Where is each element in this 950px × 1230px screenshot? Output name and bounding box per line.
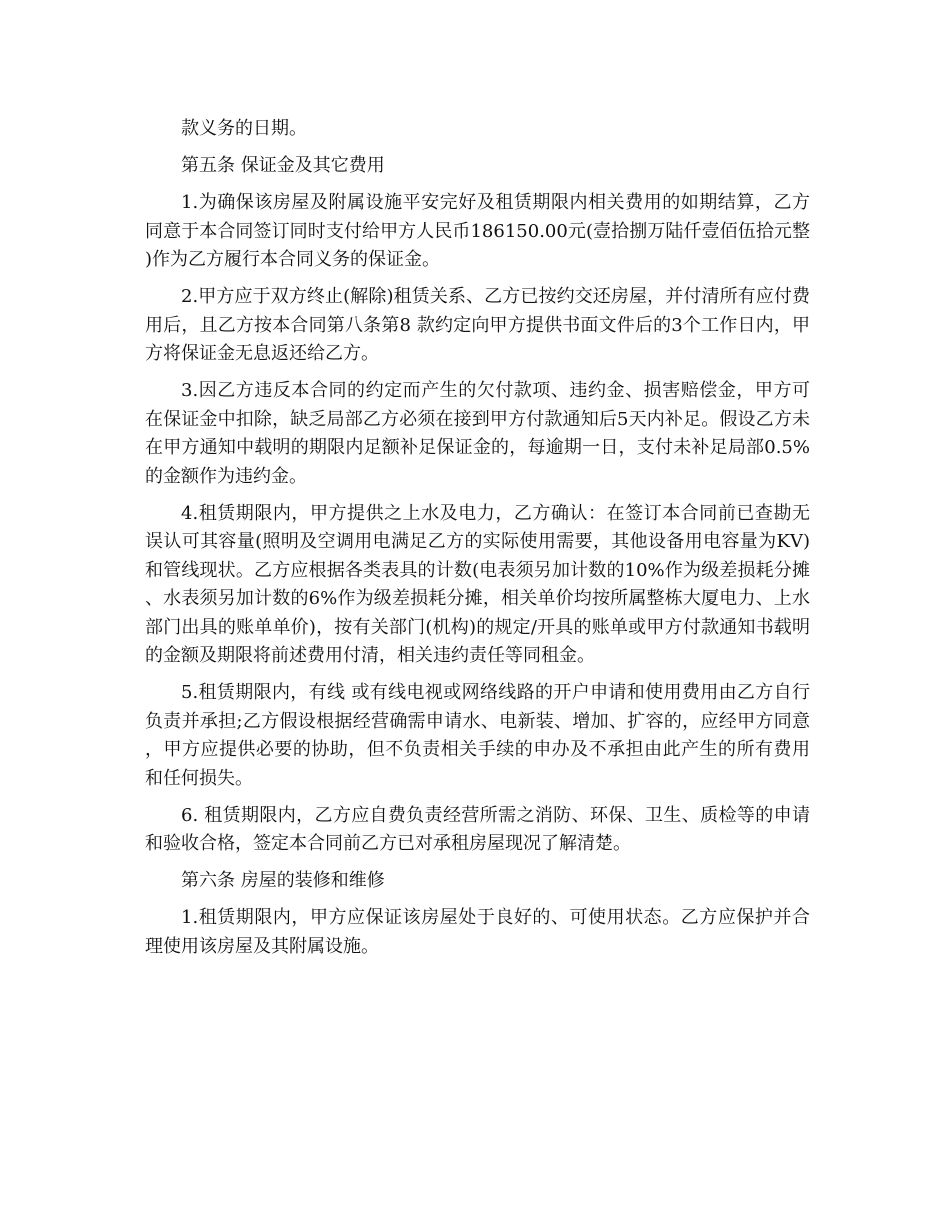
- paragraph-5-5: 5.租赁期限内，有线 或有线电视或网络线路的开户申请和使用费用由乙方自行负责并承担;乙方假设根据经营确需申请水、电新装、增加、扩容的，应经甲方同意，甲方应提供必要的协助，但不负责相关手续的申办及不承担由此产生的所有费用和任何损失。: [145, 682, 810, 789]
- article-6-heading: 第六条 房屋的装修和维修: [181, 870, 385, 891]
- paragraph-payment-date: 款义务的日期。: [181, 118, 307, 139]
- paragraph-5-4: 4.租赁期限内，甲方提供之上水及电力，乙方确认：在签订本合同前已查勘无误认可其容量(照明及空调用电满足乙方的实际使用需要，其他设备用电容量为KV)和管线现状。乙方应根据各类表具的计数(电表须另加计数的10%作为级差损耗分摊、水表须另加计数的6%作为级差损耗分摊，相关单价均按所属整栋大厦电力、上水部门出具的账单单价)，按有关部门(机构)的规定/开具的账单或甲方付款通知书载明的金额及期限将前述费用付清，相关违约责任等同租金。: [145, 502, 810, 666]
- paragraph-5-2: 2.甲方应于双方终止(解除)租赁关系、乙方已按约交还房屋，并付清所有应付费用后，且乙方按本合同第八条第8 款约定向甲方提供书面文件后的3个工作日内，甲方将保证金无息返还给乙方。: [145, 286, 810, 364]
- paragraph-5-1: 1.为确保该房屋及附属设施平安完好及租赁期限内相关费用的如期结算，乙方同意于本合同签订同时支付给甲方人民币186150.00元(壹拾捌万陆仟壹佰伍拾元整)作为乙方履行本合同义务的保证金。: [145, 192, 810, 270]
- document-body: [145, 115, 810, 970]
- paragraph-5-3: 3.因乙方违反本合同的约定而产生的欠付款项、违约金、损害赔偿金，甲方可在保证金中扣除，缺乏局部乙方必须在接到甲方付款通知后5天内补足。假设乙方未在甲方通知中载明的期限内足额补足保证金的，每逾期一日，支付未补足局部0.5%的金额作为违约金。: [145, 380, 810, 487]
- paragraph-5-6: 6. 租赁期限内，乙方应自费负责经营所需之消防、环保、卫生、质检等的申请和验收合格，签定本合同前乙方已对承租房屋现况了解清楚。: [145, 804, 810, 854]
- paragraph-6-1: 1.租赁期限内，甲方应保证该房屋处于良好的、可使用状态。乙方应保护并合理使用该房屋及其附属设施。: [145, 907, 810, 957]
- article-5-heading: 第五条 保证金及其它费用: [181, 155, 385, 176]
